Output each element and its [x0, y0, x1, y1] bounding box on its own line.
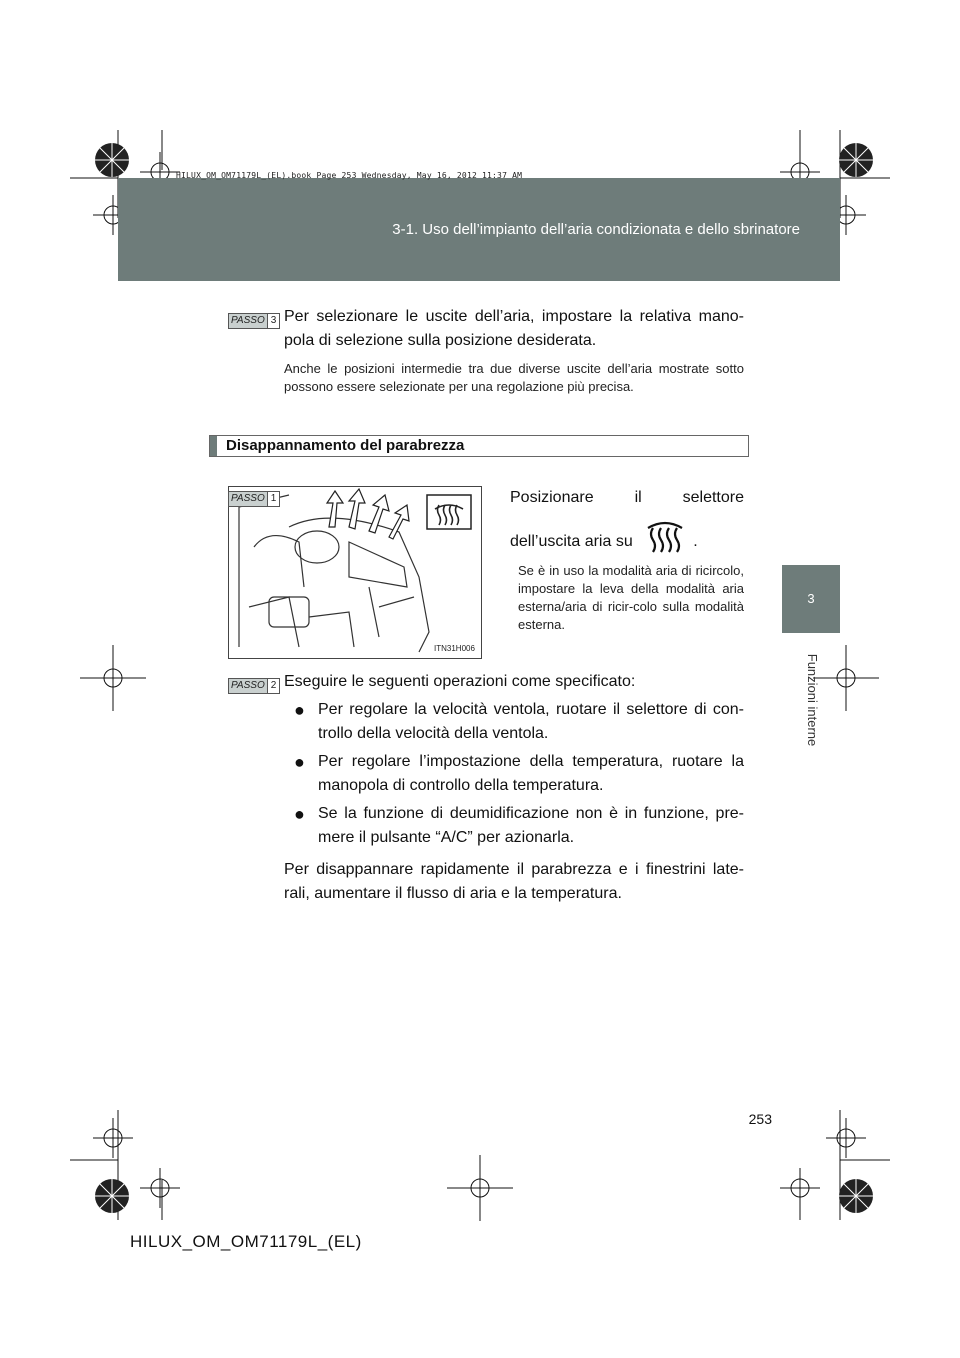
step-2-badge: PASSO 2 — [228, 675, 280, 694]
step-3-badge: PASSO 3 — [228, 310, 280, 329]
step-3-note: Anche le posizioni intermedie tra due diverse uscite dell’aria mostrate sotto possono essere selezionate per una regolazione più precisa. — [284, 361, 744, 394]
step-1-note: Se è in uso la modalità aria di ricircolo, impostare la leva della modalità aria esterna/aria di ricir-colo sulla modalità esterna. — [518, 563, 744, 632]
footer-code: HILUX_OM_OM71179L_(EL) — [130, 1232, 362, 1251]
chapter-label: Funzioni interne — [805, 653, 820, 747]
list-item: ● Se la funzione di deumidificazione non è in funzione, pre-mere il pulsante “A/C” per azionarla. — [294, 804, 744, 846]
book-stamp: HILUX_OM_OM71179L_(EL).book Page 253 Wednesday, May 16, 2012 11:37 AM — [176, 171, 523, 180]
section-title: 3-1. Uso dell’impianto dell’aria condizionata e dello sbrinatore — [392, 221, 800, 238]
step-1-text — [510, 480, 744, 568]
closing-text: Per disappannare rapidamente il parabrezza e i finestrini late-rali, aumentare il flusso di aria e la temperatura. — [284, 861, 744, 902]
windshield-defrost-icon — [645, 516, 685, 568]
chapter-tab: 3 — [782, 565, 840, 633]
list-item: ● Per regolare la velocità ventola, ruotare il selettore di con-trollo della velocità della ventola. — [294, 700, 744, 742]
illustration-code: ITN31H006 — [434, 644, 475, 653]
car-interior-illustration — [228, 486, 482, 659]
step-3-text: Per selezionare le uscite dell’aria, impostare la relativa mano-pola di selezione sulla posizione desiderata. — [284, 308, 744, 349]
page-number: 253 — [748, 1111, 772, 1127]
step-1-text-part: Posizionare il selettore dell’uscita aria su — [510, 489, 744, 551]
section-heading-text: Disappannamento del parabrezza — [226, 437, 465, 454]
list-item: ● Per regolare l’impostazione della temperatura, ruotare la manopola di controllo della temperatura. — [294, 752, 744, 794]
step-1-badge: PASSO 1 — [228, 488, 280, 507]
step-1-text-end: . — [693, 533, 698, 551]
step-2-text: Eseguire le seguenti operazioni come specificato: — [284, 673, 636, 690]
section-heading — [209, 435, 749, 457]
